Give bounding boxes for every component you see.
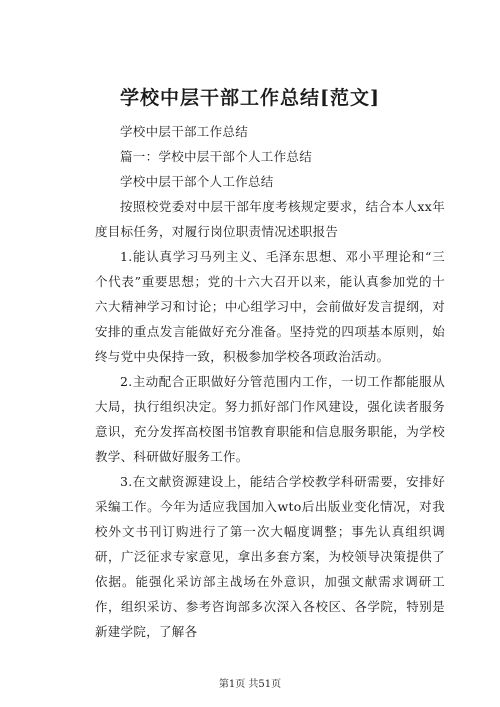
paragraph-item-2: 2.主动配合正职做好分管范围内工作，一切工作都能服从大局，执行组织决定。努力抓好部门作风建设，强化读者服务意识，充分发挥高校图书馆教育职能和信息服务职能，为学校教学、科研做好服务工作。 xyxy=(95,374,445,464)
page-number-footer: 第1页 共51页 xyxy=(218,679,282,690)
paragraph-item-1: 1.能认真学习马列主义、毛泽东思想、邓小平理论和“三个代表”重要思想；党的十六大召开以来，能认真参加党的十六大精神学习和讨论；中心组学习中，会前做好发言提纲，对安排的重点发言能做好充分准备。坚持党的四项基本原则，始终与党中央保持一致，积极参加学校各项政治活动。 xyxy=(95,249,445,364)
document-title: 学校中层干部工作总结[范文] xyxy=(120,87,380,109)
paragraph-item-3: 3.在文献资源建设上，能结合学校教学科研需要，安排好采编工作。今年为适应我国加入wto后出版业变化情况，对我校外文书刊订购进行了第一次大幅度调整；事先认真组织调研，广泛征求专家意见，拿出多套方案，为校领导决策提供了依据。能强化采访部主战场在外意识，加强文献需求调研工作，组织采访、参考咨询部多次深入各校区、各学院，特别是新建学院，了解各 xyxy=(95,474,445,639)
paragraph-intro: 按照校党委对中层干部年度考核规定要求，结合本人xx年度目标任务，对履行岗位职责情况述职报告 xyxy=(95,199,445,239)
paragraph-subtitle: 学校中层干部个人工作总结 xyxy=(120,174,274,189)
paragraph-chapter-title: 篇一：学校中层干部个人工作总结 xyxy=(120,149,313,164)
paragraph-heading: 学校中层干部工作总结 xyxy=(120,124,249,139)
document-body xyxy=(95,119,445,644)
